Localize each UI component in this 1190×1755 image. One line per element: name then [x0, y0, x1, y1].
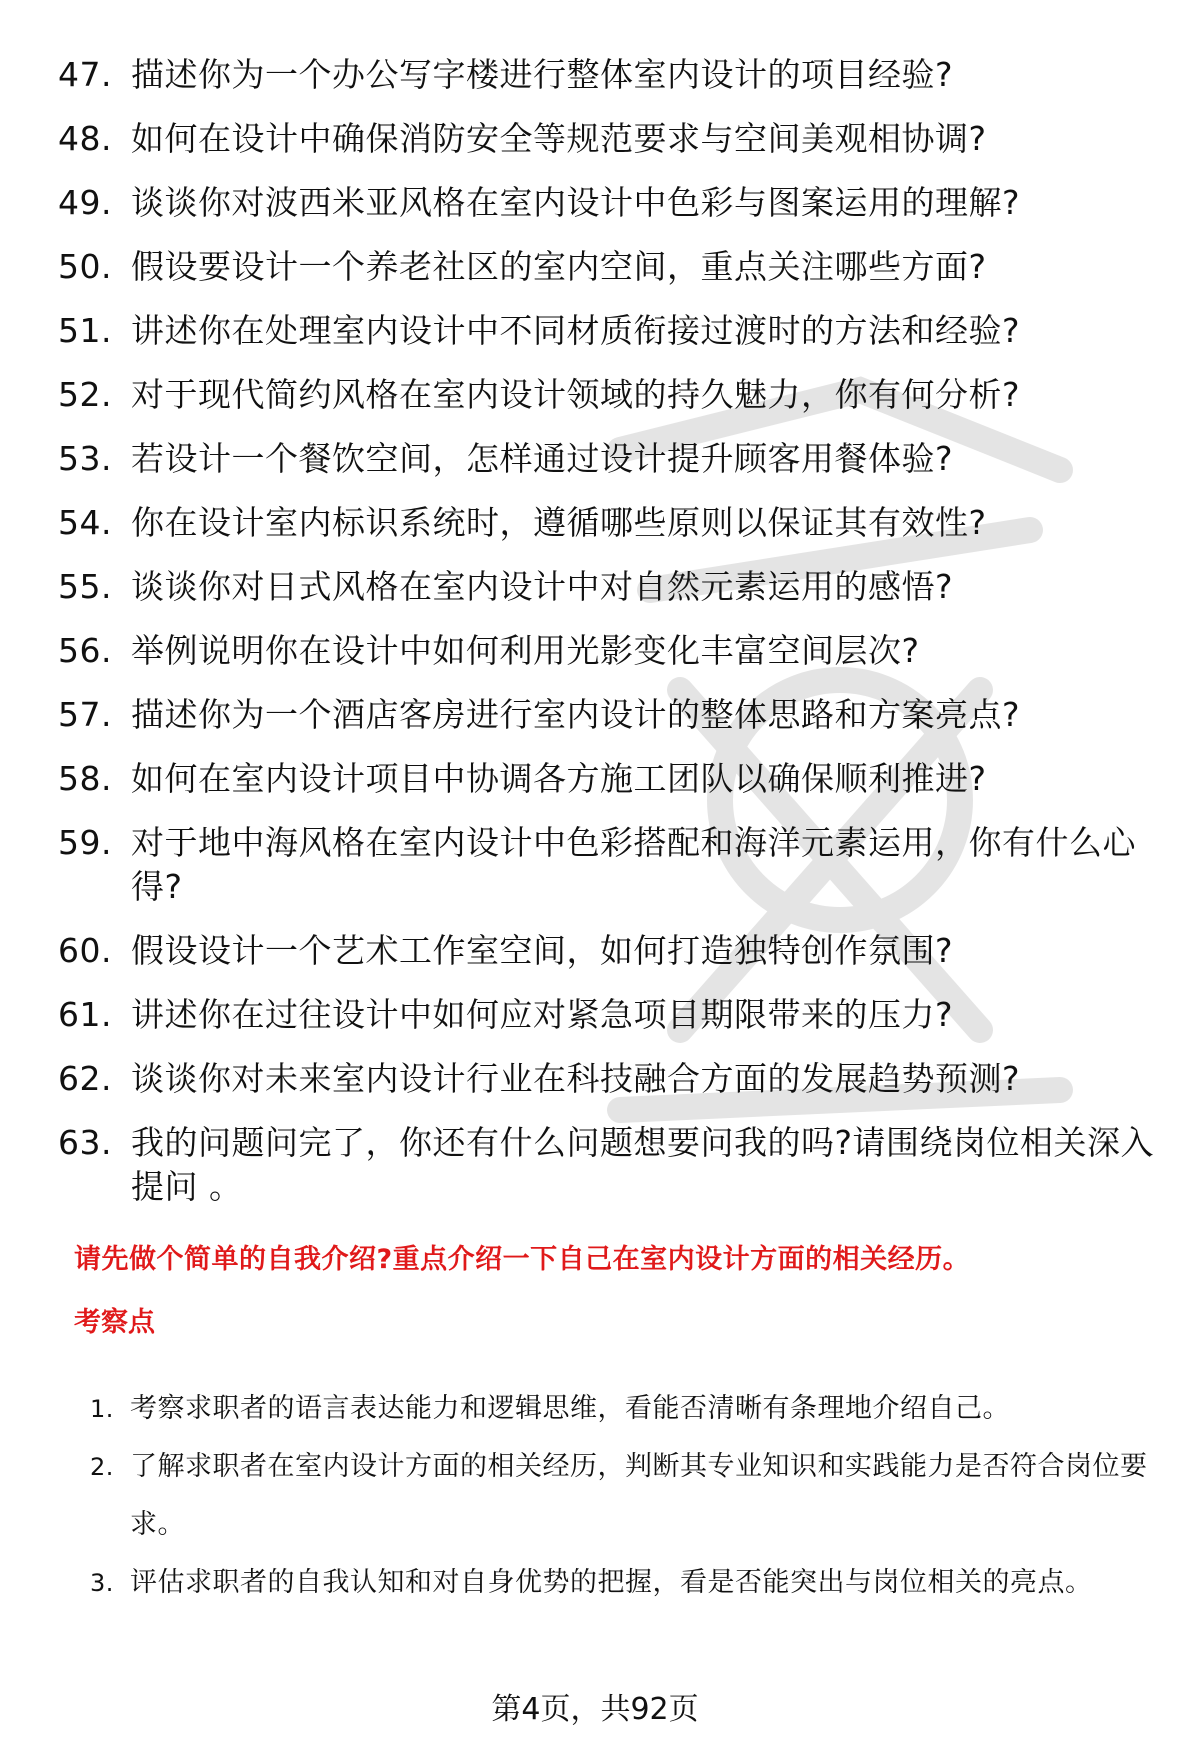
question-item	[0, 373, 1190, 417]
question-item	[0, 245, 1190, 289]
question-text: 讲述你在过往设计中如何应对紧急项目期限带来的压力?	[131, 995, 954, 1034]
question-text: 对于地中海风格在室内设计中色彩搭配和海洋元素运用，你有什么心得?	[131, 823, 1136, 906]
question-text: 谈谈你对未来室内设计行业在科技融合方面的发展趋势预测?	[131, 1059, 1021, 1098]
question-item	[0, 501, 1190, 545]
question-text: 谈谈你对日式风格在室内设计中对自然元素运用的感悟?	[131, 567, 954, 606]
question-text: 若设计一个餐饮空间，怎样通过设计提升顾客用餐体验?	[131, 439, 954, 478]
question-item	[0, 309, 1190, 353]
question-number: 56.	[58, 631, 112, 670]
question-number: 54.	[58, 503, 112, 542]
assessment-points-list	[0, 1380, 1190, 1612]
question-item	[0, 53, 1190, 97]
question-text: 如何在室内设计项目中协调各方施工团队以确保顺利推进?	[131, 759, 987, 798]
list-item-text: 评估求职者的自我认知和对自身优势的把握，看是否能突出与岗位相关的亮点。	[130, 1567, 1093, 1598]
question-item	[0, 437, 1190, 481]
question-number: 60.	[58, 931, 112, 970]
question-number: 55.	[58, 567, 112, 606]
question-number: 58.	[58, 759, 112, 798]
list-item-number: 1.	[90, 1395, 114, 1423]
question-item	[0, 693, 1190, 737]
question-text: 讲述你在处理室内设计中不同材质衔接过渡时的方法和经验?	[131, 311, 1021, 350]
question-number: 61.	[58, 995, 112, 1034]
question-item	[0, 181, 1190, 225]
question-text: 举例说明你在设计中如何利用光影变化丰富空间层次?	[131, 631, 920, 670]
list-item-text: 考察求职者的语言表达能力和逻辑思维，看能否清晰有条理地介绍自己。	[130, 1393, 1010, 1424]
question-item	[0, 993, 1190, 1037]
section-subheading: 考察点	[74, 1307, 155, 1338]
section-heading: 请先做个简单的自我介绍?重点介绍一下自己在室内设计方面的相关经历。	[74, 1244, 971, 1275]
question-number: 53.	[58, 439, 112, 478]
question-number: 48.	[58, 119, 112, 158]
question-item	[0, 1121, 1190, 1209]
question-text: 如何在设计中确保消防安全等规范要求与空间美观相协调?	[131, 119, 987, 158]
question-number: 57.	[58, 695, 112, 734]
question-item	[0, 565, 1190, 609]
question-number: 52.	[58, 375, 112, 414]
question-item	[0, 821, 1190, 909]
list-item-number: 3.	[90, 1569, 114, 1597]
question-item	[0, 1057, 1190, 1101]
list-item	[0, 1380, 1190, 1438]
question-text: 假设设计一个艺术工作室空间，如何打造独特创作氛围?	[131, 931, 954, 970]
question-text: 谈谈你对波西米亚风格在室内设计中色彩与图案运用的理解?	[131, 183, 1021, 222]
question-text: 我的问题问完了，你还有什么问题想要问我的吗?请围绕岗位相关深入提问 。	[131, 1123, 1155, 1206]
question-item	[0, 757, 1190, 801]
question-text: 你在设计室内标识系统时，遵循哪些原则以保证其有效性?	[131, 503, 987, 542]
question-number: 50.	[58, 247, 112, 286]
list-item-text: 了解求职者在室内设计方面的相关经历，判断其专业知识和实践能力是否符合岗位要求。	[130, 1451, 1148, 1540]
question-text: 假设要设计一个养老社区的室内空间，重点关注哪些方面?	[131, 247, 987, 286]
question-item	[0, 117, 1190, 161]
list-item	[0, 1554, 1190, 1612]
list-item-number: 2.	[90, 1453, 114, 1481]
page-footer: 第4页，共92页	[491, 1692, 699, 1727]
question-number: 62.	[58, 1059, 112, 1098]
question-item	[0, 629, 1190, 673]
question-number: 59.	[58, 823, 112, 862]
list-item	[0, 1438, 1190, 1554]
question-number: 49.	[58, 183, 112, 222]
question-item	[0, 929, 1190, 973]
question-text: 描述你为一个办公写字楼进行整体室内设计的项目经验?	[131, 55, 954, 94]
question-number: 47.	[58, 55, 112, 94]
question-text: 对于现代简约风格在室内设计领域的持久魅力，你有何分析?	[131, 375, 1021, 414]
question-number: 51.	[58, 311, 112, 350]
question-text: 描述你为一个酒店客房进行室内设计的整体思路和方案亮点?	[131, 695, 1021, 734]
question-number: 63.	[58, 1123, 112, 1162]
question-list	[0, 53, 1190, 1229]
